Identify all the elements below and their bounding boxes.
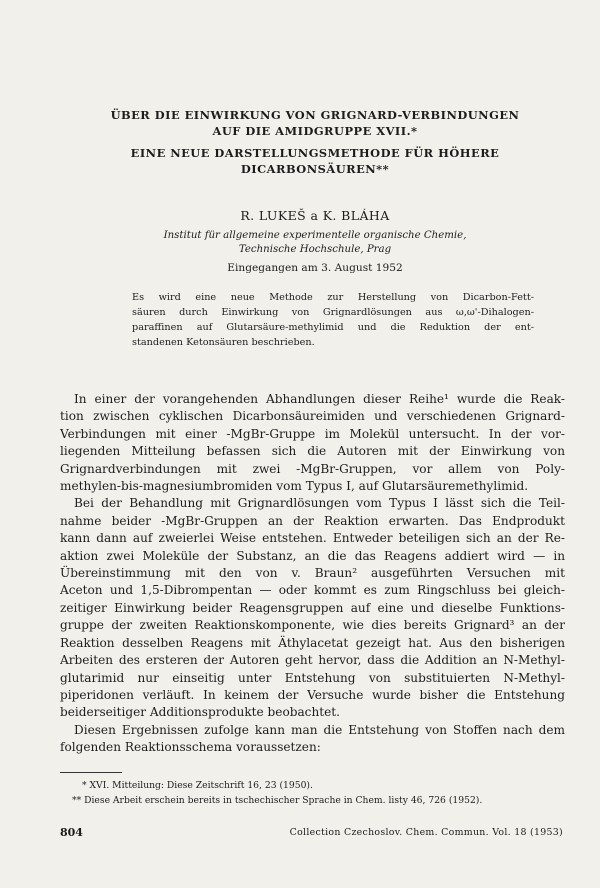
- body-line: beiderseitiger Additionsprodukte beobachtet.: [60, 705, 340, 720]
- subtitle-line: DICARBONSÄUREN**: [240, 162, 390, 176]
- affiliation-line: Institut für allgemeine experimentelle organische Chemie,: [163, 230, 467, 241]
- body-line: zeitiger Einwirkung beider Reagensgruppen auf eine und dieselbe Funktions-: [60, 600, 565, 615]
- body-line: Reaktion desselben Reagens mit Äthylacetat gezeigt hat. Aus den bisherigen: [60, 635, 565, 650]
- body-line: gruppe der zweiten Reaktionskomponente, wie dies bereits Grignard³ an der: [60, 618, 565, 633]
- abstract-line: paraffinen auf Glutarsäure-methylimid und die Reduktion der ent-: [132, 322, 534, 333]
- body-line: Diesen Ergebnissen zufolge kann man die Entstehung von Stoffen nach dem: [74, 722, 565, 737]
- title-line: AUF DIE AMIDGRUPPE XVII.*: [212, 124, 418, 138]
- body-line: Übereinstimmung mit den von v. Braun² ausgeführten Versuchen mit: [60, 566, 565, 581]
- body-line: Aceton und 1,5-Dibrompentan — oder kommt es zum Ringschluss bei gleich-: [60, 583, 565, 598]
- page-number: 804: [60, 826, 83, 839]
- body-line: aktion zwei Moleküle der Substanz, an die das Reagens addiert wird — in: [60, 548, 565, 563]
- body-line: kann dann auf zweierlei Weise entstehen. Entweder beteiligen sich an der Re-: [60, 531, 565, 546]
- body-text: [60, 391, 565, 757]
- affiliation: [80, 229, 550, 257]
- journal-citation: Collection Czechoslov. Chem. Commun. Vol. 18 (1953): [289, 827, 563, 838]
- affiliation-line: Technische Hochschule, Prag: [238, 244, 392, 255]
- article-title: [80, 107, 550, 177]
- subtitle-line: EINE NEUE DARSTELLUNGSMETHODE FÜR HÖHERE: [130, 146, 500, 160]
- author-list: R. LUKEŠ a K. BLÁHA: [240, 208, 390, 223]
- body-line: piperidonen verläuft. In keinem der Versuche wurde bisher die Entstehung: [60, 687, 565, 702]
- abstract-line: säuren durch Einwirkung von Grignardlösungen aus ω,ω'-Dihalogen-: [132, 307, 534, 318]
- received-date: Eingegangen am 3. August 1952: [227, 262, 403, 274]
- body-line: Bei der Behandlung mit Grignardlösungen vom Typus I lässt sich die Teil-: [74, 496, 565, 511]
- abstract-line: Es wird eine neue Methode zur Herstellung von Dicarbon-Fett-: [132, 292, 534, 303]
- body-line: Verbindungen mit einer -MgBr-Gruppe im Molekül untersucht. In der vor-: [60, 426, 565, 441]
- body-line: methylen-bis-magnesiumbromiden vom Typus I, auf Glutarsäuremethylimid.: [60, 479, 529, 494]
- body-line: liegenden Mitteilung befassen sich die Autoren mit der Einwirkung von: [60, 444, 565, 459]
- body-line: Grignardverbindungen mit zwei -MgBr-Gruppen, vor allem von Poly-: [60, 461, 565, 476]
- footnotes: [72, 778, 566, 808]
- body-line: Arbeiten des ersteren der Autoren geht hervor, dass die Addition an N-Methyl-: [60, 653, 565, 668]
- footnote-divider: [60, 772, 122, 773]
- abstract-line: standenen Ketonsäuren beschrieben.: [132, 337, 315, 348]
- body-line: folgenden Reaktionsschema voraussetzen:: [60, 740, 321, 755]
- footnote: * XVI. Mitteilung: Diese Zeitschrift 16, 23 (1950).: [82, 780, 313, 791]
- abstract: [132, 290, 534, 350]
- title-line: ÜBER DIE EINWIRKUNG VON GRIGNARD-VERBINDUNGEN: [110, 108, 520, 122]
- body-line: tion zwischen cyklischen Dicarbonsäureimiden und verschiedenen Grignard-: [60, 409, 565, 424]
- body-line: nahme beider -MgBr-Gruppen an der Reaktion erwarten. Das Endprodukt: [60, 513, 565, 528]
- body-line: glutarimid nur einseitig unter Entstehung von substituierten N-Methyl-: [60, 670, 565, 685]
- footnote: ** Diese Arbeit erschein bereits in tschechischer Sprache in Chem. listy 46, 726 (1952).: [72, 795, 483, 806]
- body-line: In einer der vorangehenden Abhandlungen dieser Reihe¹ wurde die Reak-: [74, 392, 565, 406]
